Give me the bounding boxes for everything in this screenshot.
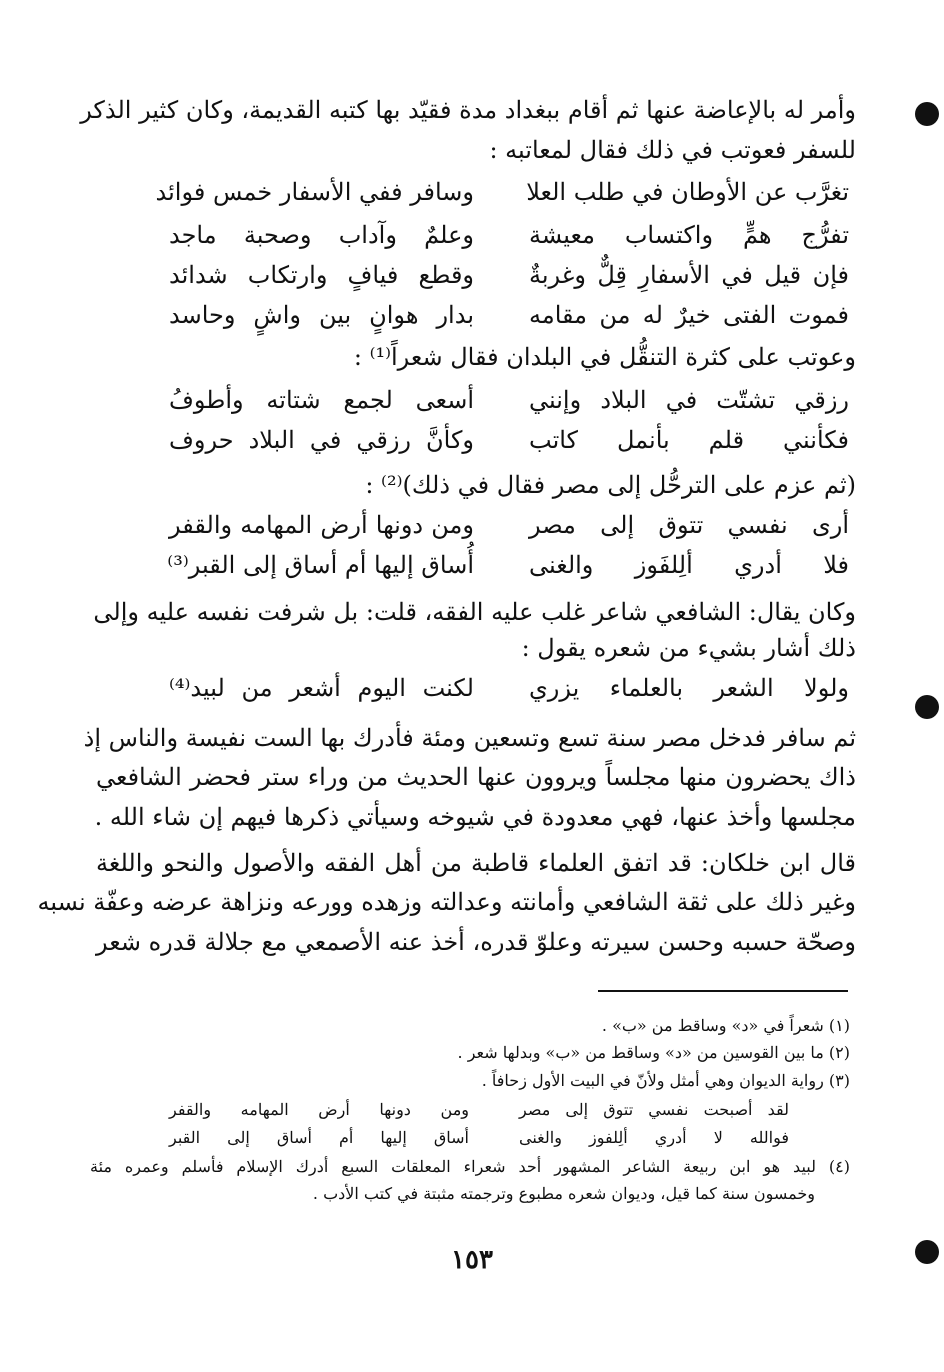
footnote: (٢) ما بين القوسين من «د» وساقط من «ب» وبدلها شعر . bbox=[457, 1043, 850, 1062]
footnote: (٣) رواية الديوان وهي أمثل ولأنّ في البيت الأول زحافاً . bbox=[481, 1071, 850, 1090]
verse-first-hemistich: تغرَّب عن الأوطان في طلب العلا bbox=[526, 178, 849, 206]
verse-first-hemistich: فكأنني قلم بأنمل كاتب bbox=[529, 426, 849, 454]
verse-second-hemistich: وكأنَّ رزقي في البلاد حروف bbox=[169, 426, 474, 454]
verse-first-hemistich: رزقي تشتّت في البلاد وإنني bbox=[529, 386, 849, 414]
footnote-verse bbox=[169, 1125, 789, 1151]
paragraph-line: ثم سافر فدخل مصر سنة تسع وتسعين ومئة فأدرك بها الست نفيسة والناس إذ bbox=[83, 724, 856, 752]
paragraph-line: وكان يقال: الشافعي شاعر غلب عليه الفقه، قلت: بل شرفت نفسه عليه وإلى bbox=[93, 598, 856, 626]
paragraph-line: وصحّة حسبه وحسن سيرته وعلوّ قدره، أخذ عنه الأصمعي مع جلالة قدره شعر bbox=[96, 928, 856, 956]
verse-second-hemistich: وعلمٌ وآداب وصحبة ماجد bbox=[169, 221, 474, 249]
verse-first-hemistich: فلا أدري ألِلفَوز والغنى bbox=[529, 551, 849, 579]
verse bbox=[169, 668, 849, 708]
verse bbox=[169, 255, 849, 295]
verse-second-hemistich: أسعى لجمع شتاته وأطوفُ bbox=[169, 386, 474, 414]
verse-first-hemistich: تفرُّج همٍّ واكتساب معيشة bbox=[529, 221, 849, 249]
verse bbox=[169, 215, 849, 255]
verse bbox=[169, 420, 849, 460]
verse-second-hemistich: وقطع فيافٍ وارتكاب شدائد bbox=[169, 261, 474, 289]
verse-first-hemistich: فإن قيل في الأسفارِ قِلٌّ وغربةٌ bbox=[529, 261, 849, 289]
paragraph-line: مجلسها وأخذ عنها، فهي معدودة في شيوخه وسيأتي ذكرها فيهم إن شاء الله . bbox=[94, 803, 856, 831]
verse-first-hemistich: فوالله لا أدري ألِلفوز والغنى bbox=[519, 1128, 789, 1147]
verse-first-hemistich: ولولا الشعر بالعلماء يزري bbox=[529, 674, 849, 702]
margin-dot-middle bbox=[915, 695, 939, 719]
footnote: وخمسون سنة كما قيل، وديوان شعره مطبوع وترجمته مثبتة في كتب الأدب . bbox=[312, 1184, 815, 1203]
verse-second-hemistich: ومن دونها أرض المهامه والقفر bbox=[169, 511, 474, 539]
paragraph-line: للسفر فعوتب في ذلك فقال لمعاتبه : bbox=[489, 136, 856, 164]
verse bbox=[155, 172, 849, 212]
verse bbox=[169, 545, 849, 585]
margin-dot-top bbox=[915, 102, 939, 126]
verse-first-hemistich: لقد أصبحت نفسي تتوق إلى مصر bbox=[519, 1100, 789, 1119]
footnote: (١) شعراً في «د» وساقط من «ب» . bbox=[601, 1016, 850, 1035]
verse bbox=[169, 380, 849, 420]
verse-second-hemistich: وسافر ففي الأسفار خمس فوائد bbox=[155, 178, 474, 206]
footnote-separator bbox=[598, 990, 848, 992]
paragraph-line: وأمر له بالإعاضة عنها ثم أقام ببغداد مدة فقيّد بها كتبه القديمة، وكان كثير الذكر bbox=[80, 96, 856, 124]
verse-intro: وعوتب على كثرة التنقُّل في البلدان فقال شعراً⁽¹⁾ : bbox=[353, 343, 856, 371]
verse-second-hemistich: بدار هوانٍ بين واشٍ وحاسد bbox=[169, 301, 474, 329]
verse-second-hemistich: ومن دونها أرض المهامه والقفر bbox=[169, 1100, 469, 1119]
verse-first-hemistich: فموت الفتى خيرٌ له من مقامه bbox=[529, 301, 849, 329]
footnote-verse bbox=[169, 1097, 789, 1123]
verse-second-hemistich: أُساق إليها أم أساق إلى القبر⁽³⁾ bbox=[167, 551, 474, 579]
paragraph-line: قال ابن خلكان: قد اتفق العلماء قاطبة من أهل الفقه والأصول والنحو واللغة bbox=[96, 849, 856, 877]
verse-second-hemistich: لكنت اليوم أشعر من لبيد⁽⁴⁾ bbox=[169, 674, 474, 702]
verse-intro: (ثم عزم على الترحُّل إلى مصر فقال في ذلك)⁽²⁾ : bbox=[365, 471, 856, 499]
verse bbox=[169, 295, 849, 335]
verse-second-hemistich: أساق إليها أم أساق إلى القبر bbox=[169, 1128, 469, 1147]
paragraph-line: ذاك يحضرون منها مجلساً ويروون عنها الحديث من وراء ستر فحضر الشافعي bbox=[96, 763, 856, 791]
page-number: ١٥٣ bbox=[451, 1245, 493, 1275]
verse-first-hemistich: أرى نفسي تتوق إلى مصر bbox=[529, 511, 849, 539]
paragraph-line: وغير ذلك على ثقة الشافعي وأمانته وعدالته وزهده وورعه ونزاهة عرضه وعفّة نسبه bbox=[37, 888, 856, 916]
verse bbox=[169, 505, 849, 545]
paragraph-line: ذلك أشار بشيء من شعره يقول : bbox=[521, 634, 856, 662]
footnote: (٤) لبيد هو ابن ربيعة الشاعر المشهور أحد شعراء المعلقات السبع أدرك الإسلام فأسلم وعمره مئة bbox=[90, 1157, 851, 1176]
